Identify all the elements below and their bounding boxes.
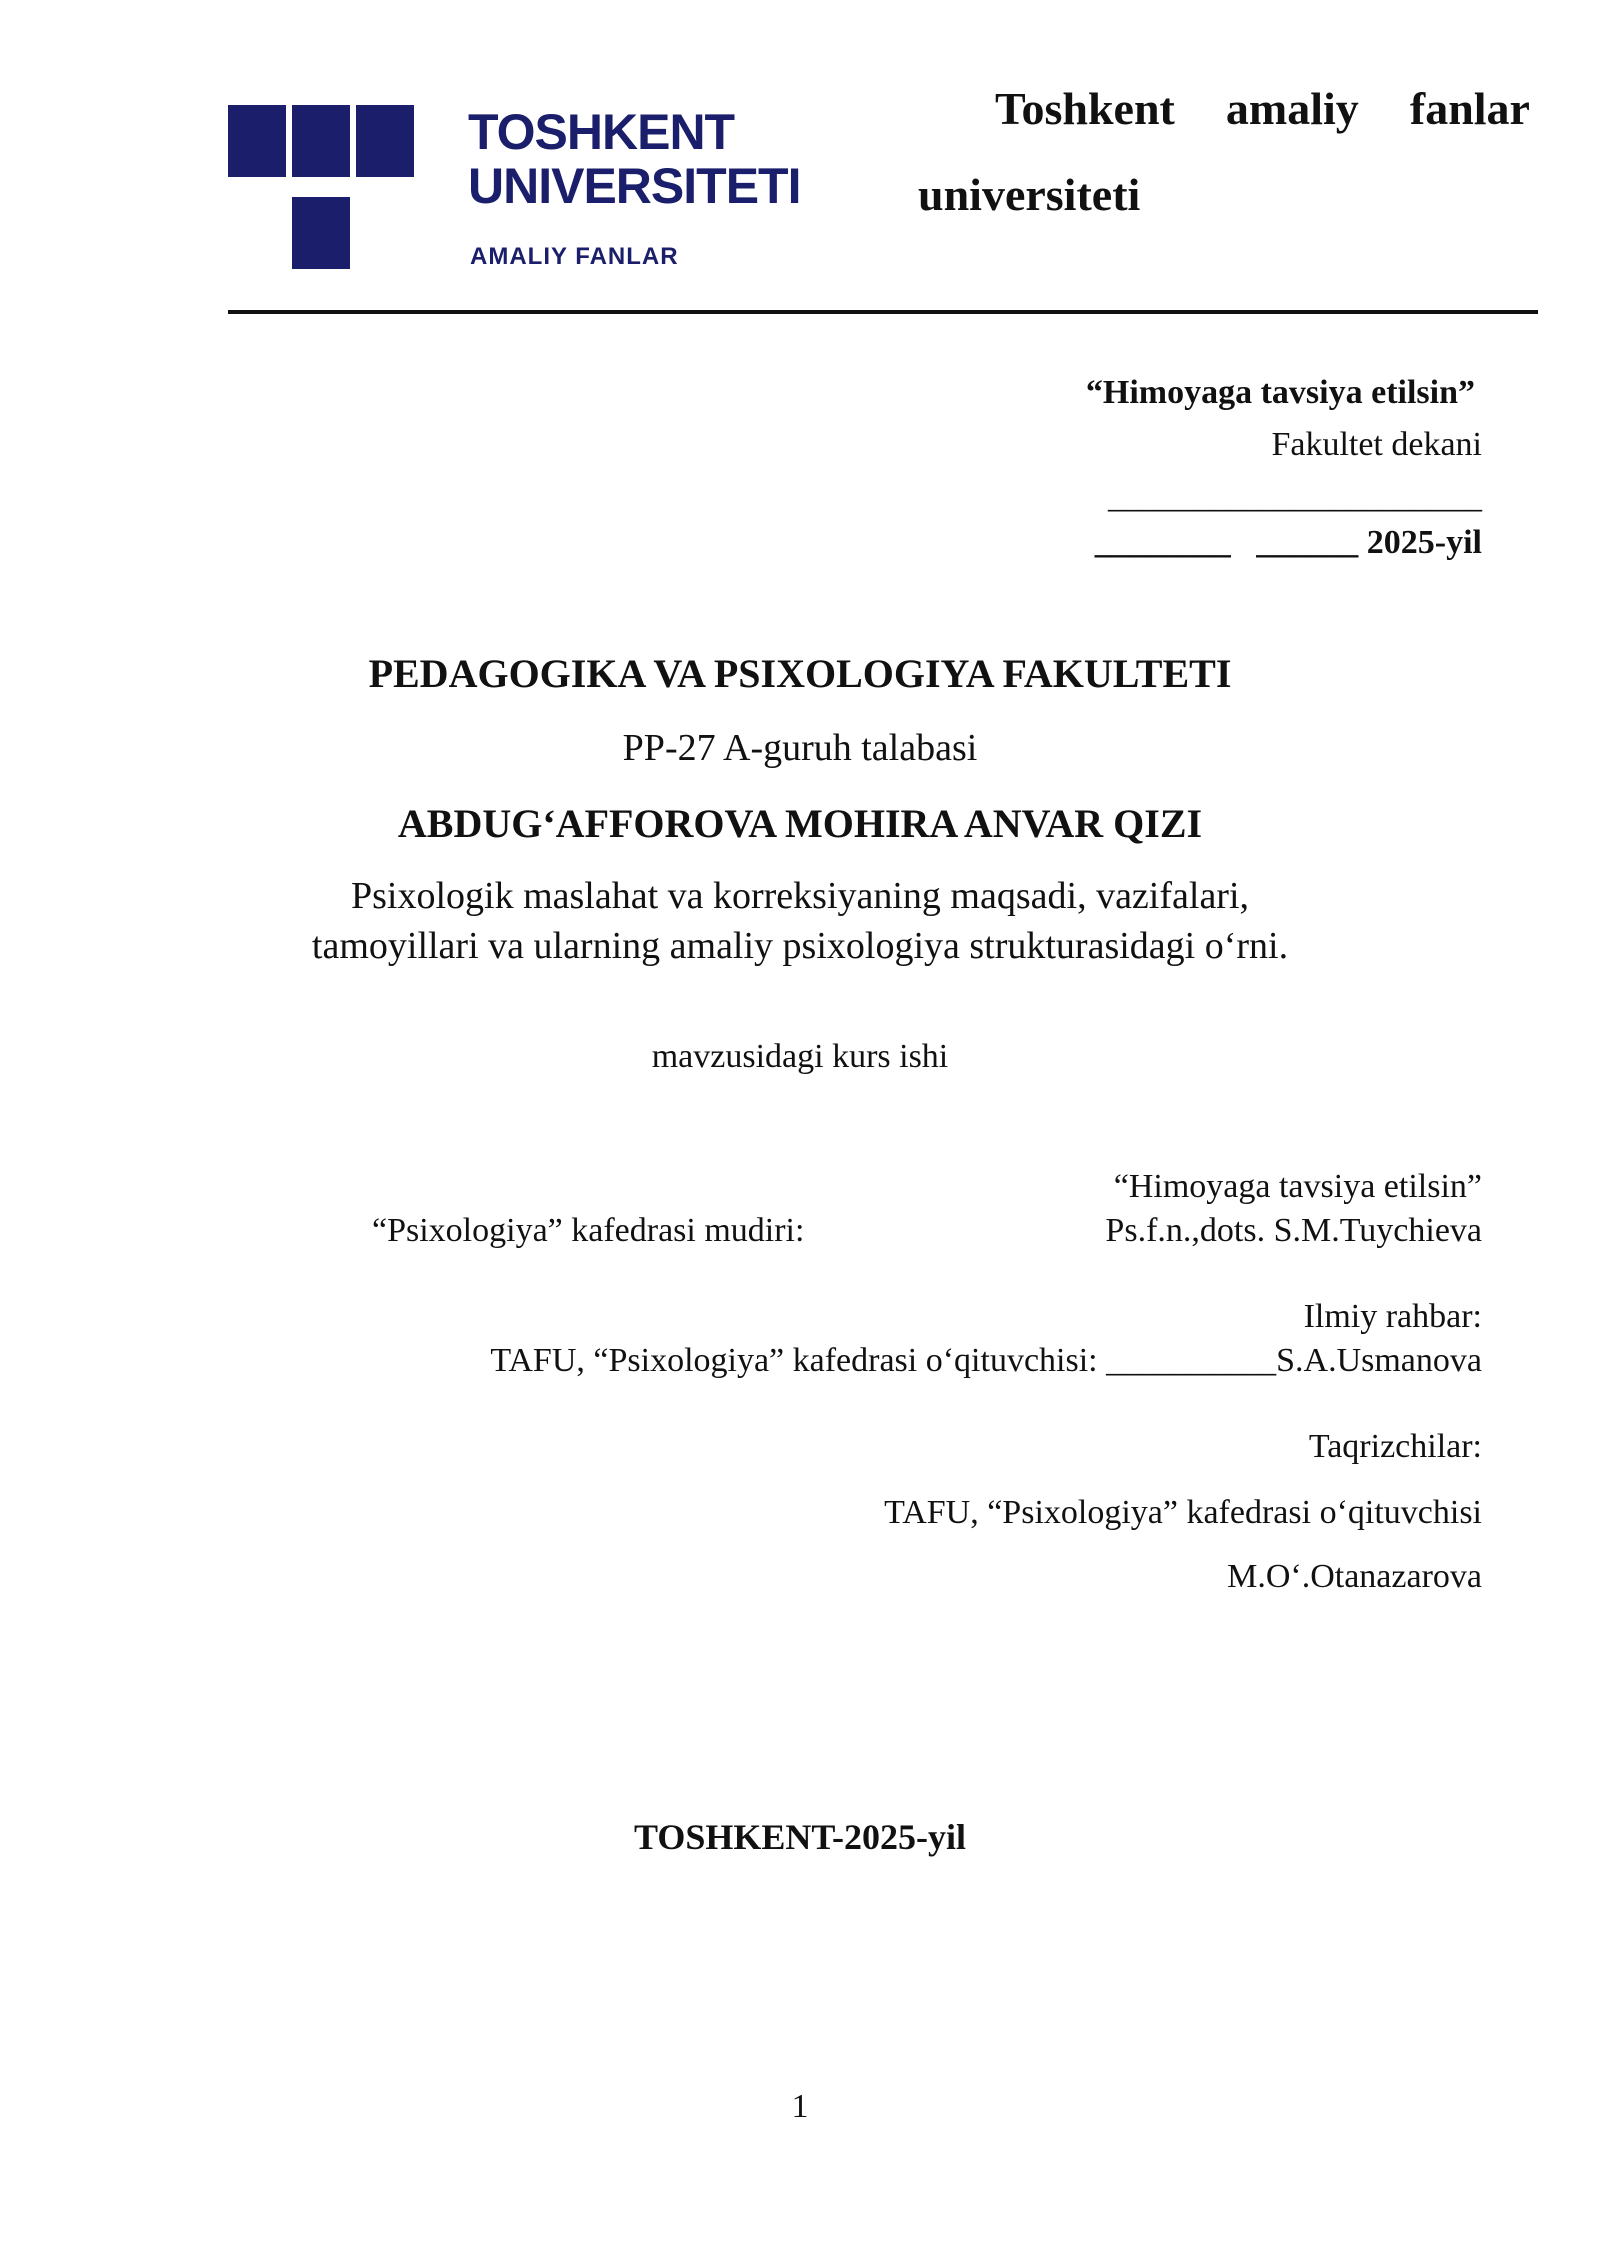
dept-head-label: “Psixologiya” kafedrasi mudiri: [372,1212,805,1249]
approval-title: “Himoyaga tavsiya etilsin” [1085,374,1475,411]
reviewer-position: TAFU, “Psixologiya” kafedrasi o‘qituvchisi [884,1494,1482,1531]
logo-name-line2: UNIVERSITETI [468,158,801,214]
logo-square-3 [356,105,414,177]
approval-date-line: ________ ______ 2025-yil [1094,524,1482,561]
topic-line2: tamoyillari va ularning amaliy psixologiya strukturasidagi o‘rni. [311,925,1289,967]
reviewers-label: Taqrizchilar: [1308,1428,1482,1465]
university-name-line2: universiteti [918,169,1141,220]
header-word-3: fanlar [1409,83,1530,134]
reviewer-name: M.O‘.Otanazarova [1227,1558,1482,1595]
dept-head-name: Ps.f.n.,dots. S.M.Tuychieva [1105,1212,1482,1249]
recommend-text: “Himoyaga tavsiya etilsin” [1113,1168,1482,1205]
university-name-line1 [995,82,1530,135]
faculty-title: PEDAGOGIKA VA PSIXOLOGIYA FAKULTETI [368,651,1232,696]
logo-name-line1: TOSHKENT [468,104,735,160]
advisor-label: Ilmiy rahbar: [1303,1298,1482,1335]
university-logo [228,104,801,280]
approval-sign-line: ______________________ [1108,478,1482,515]
topic-line1: Psixologik maslahat va korreksiyaning maqsadi, vazifalari, [350,875,1250,917]
logo-square-4 [292,197,350,269]
logo-square-1 [228,105,286,177]
logo-subtitle: AMALIY FANLAR [470,243,679,270]
work-type: mavzusidagi kurs ishi [651,1038,949,1075]
student-group: PP-27 A-guruh talabasi [622,727,978,769]
logo-square-2 [292,105,350,177]
approval-role: Fakultet dekani [1271,426,1482,463]
header-word-1: Toshkent [995,83,1175,134]
header-divider [228,310,1538,314]
logo-name [468,105,800,213]
header-word-2: amaliy [1225,83,1359,134]
advisor-line: TAFU, “Psixologiya” kafedrasi o‘qituvchisi: __________S.A.Usmanova [490,1342,1482,1379]
page-number: 1 [791,2088,809,2125]
city-year: TOSHKENT-2025-yil [633,1817,967,1857]
student-name: ABDUG‘AFFOROVA MOHIRA ANVAR QIZI [397,801,1203,846]
